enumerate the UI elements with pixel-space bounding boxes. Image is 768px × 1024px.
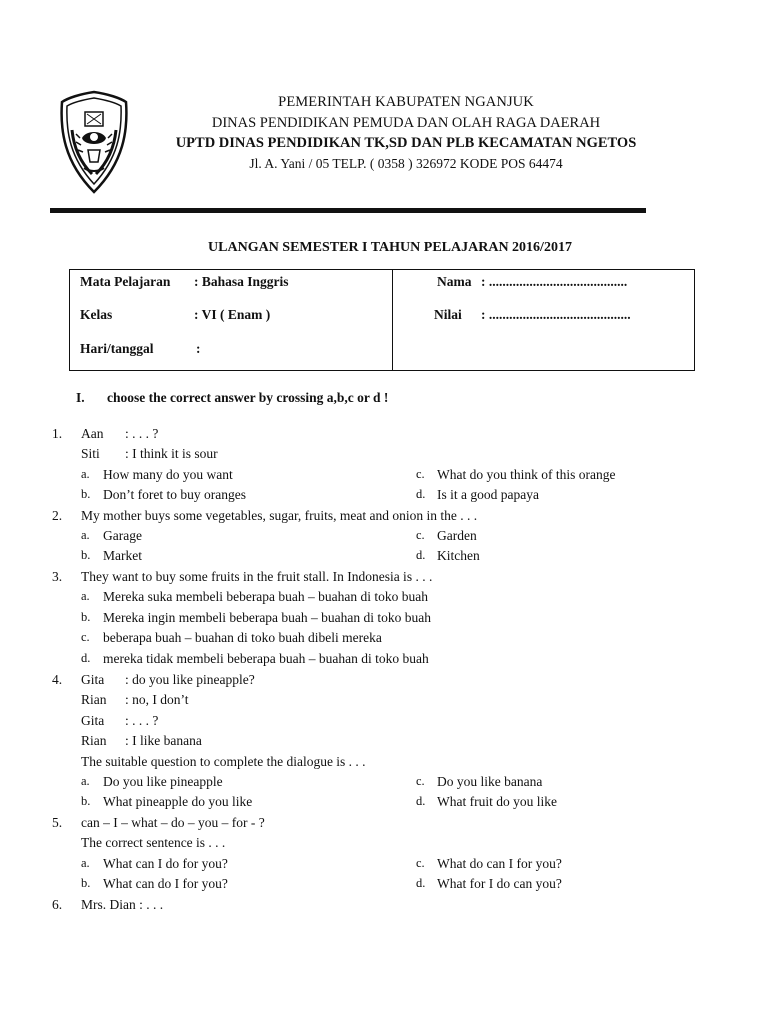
option-letter: b. <box>81 487 91 501</box>
option-letter: a. <box>81 467 90 481</box>
question-number: 1. <box>52 426 63 441</box>
letterhead-government: PEMERINTAH KABUPATEN NGANJUK <box>278 94 534 110</box>
option-letter: b. <box>81 548 91 562</box>
question-number: 3. <box>52 569 63 584</box>
option-letter: c. <box>416 467 425 481</box>
option-letter: a. <box>81 856 90 870</box>
section-number: I. <box>76 390 85 405</box>
question-prompt: The suitable question to complete the dialogue is . . . <box>81 754 366 769</box>
dialogue-speaker: Rian <box>81 692 107 707</box>
option-letter: c. <box>416 528 425 542</box>
option-b[interactable]: Market <box>103 548 142 563</box>
option-a[interactable]: Garage <box>103 528 142 543</box>
option-letter: a. <box>81 528 90 542</box>
option-letter: a. <box>81 774 90 788</box>
option-a[interactable]: Mereka suka membeli beberapa buah – buahan di toko buah <box>103 589 429 604</box>
dialogue-line: : . . . ? <box>125 713 159 728</box>
option-b[interactable]: Don’t foret to buy oranges <box>103 487 246 502</box>
option-d[interactable]: What fruit do you like <box>437 794 557 809</box>
option-letter: a. <box>81 589 90 603</box>
section-instruction-text: choose the correct answer by crossing a,b,c or d ! <box>107 390 389 405</box>
option-d[interactable]: What for I do can you? <box>437 876 562 891</box>
option-d[interactable]: Is it a good papaya <box>437 487 539 502</box>
score-label: Nilai <box>434 307 462 322</box>
option-letter: d. <box>416 876 426 890</box>
question-number: 5. <box>52 815 63 830</box>
question-text: can – I – what – do – you – for - ? <box>81 815 265 830</box>
option-letter: d. <box>81 651 91 665</box>
option-letter: d. <box>416 794 426 808</box>
option-a[interactable]: How many do you want <box>103 467 233 482</box>
dialogue-speaker: Gita <box>81 672 105 687</box>
class-value: : VI ( Enam ) <box>194 307 271 322</box>
question-text: My mother buys some vegetables, sugar, fruits, meat and onion in the . . . <box>81 508 478 523</box>
question-number: 4. <box>52 672 63 687</box>
option-d[interactable]: Kitchen <box>437 548 480 563</box>
question-text: They want to buy some fruits in the fruit stall. In Indonesia is . . . <box>81 569 433 584</box>
option-b[interactable]: Mereka ingin membeli beberapa buah – buahan di toko buah <box>103 610 432 625</box>
option-letter: c. <box>416 774 425 788</box>
dialogue-speaker: Gita <box>81 713 105 728</box>
letterhead-unit: UPTD DINAS PENDIDIKAN TK,SD DAN PLB KECAMATAN NGETOS <box>175 135 637 151</box>
section-instruction <box>76 390 388 406</box>
option-d[interactable]: mereka tidak membeli beberapa buah – buahan di toko buah <box>103 651 429 666</box>
option-c[interactable]: What do can I for you? <box>437 856 562 871</box>
option-a[interactable]: What can I do for you? <box>103 856 228 871</box>
option-c[interactable]: beberapa buah – buahan di toko buah dibeli mereka <box>103 630 382 645</box>
option-b[interactable]: What can do I for you? <box>103 876 228 891</box>
question-number: 2. <box>52 508 63 523</box>
option-letter: d. <box>416 548 426 562</box>
date-value: : <box>196 341 201 356</box>
option-c[interactable]: Do you like banana <box>437 774 543 789</box>
subject-label: Mata Pelajaran <box>80 274 171 289</box>
subject-value: : Bahasa Inggris <box>194 274 289 289</box>
question-text: Mrs. Dian : . . . <box>81 897 164 912</box>
dialogue-line: : I think it is sour <box>125 446 218 461</box>
option-letter: b. <box>81 876 91 890</box>
option-letter: b. <box>81 794 91 808</box>
question-number: 6. <box>52 897 63 912</box>
option-c[interactable]: Garden <box>437 528 477 543</box>
letterhead-department: DINAS PENDIDIKAN PEMUDA DAN OLAH RAGA DAERAH <box>211 115 601 131</box>
student-info-box <box>69 269 695 371</box>
letterhead-address: Jl. A. Yani / 05 TELP. ( 0358 ) 326972 KODE POS 64474 <box>249 156 563 171</box>
option-c[interactable]: What do you think of this orange <box>437 467 616 482</box>
dialogue-speaker: Aan <box>81 426 104 441</box>
option-a[interactable]: Do you like pineapple <box>103 774 223 789</box>
score-field[interactable]: : .......................................... <box>481 307 631 322</box>
class-label: Kelas <box>80 307 113 322</box>
name-field[interactable]: : ......................................... <box>481 274 628 289</box>
info-box-divider <box>392 270 393 370</box>
dialogue-line: : I like banana <box>125 733 202 748</box>
option-letter: d. <box>416 487 426 501</box>
dialogue-line: : do you like pineapple? <box>125 672 255 687</box>
dialogue-line: : no, I don’t <box>125 692 189 707</box>
dialogue-speaker: Rian <box>81 733 107 748</box>
dialogue-line: : . . . ? <box>125 426 159 441</box>
exam-title: ULANGAN SEMESTER I TAHUN PELAJARAN 2016/2017 <box>208 240 572 255</box>
option-letter: c. <box>416 856 425 870</box>
name-label: Nama <box>437 274 472 289</box>
option-b[interactable]: What pineapple do you like <box>103 794 253 809</box>
dialogue-speaker: Siti <box>81 446 100 461</box>
date-label: Hari/tanggal <box>80 341 154 356</box>
question-prompt: The correct sentence is . . . <box>81 835 226 850</box>
option-letter: b. <box>81 610 91 624</box>
letterhead-divider <box>50 208 646 213</box>
option-letter: c. <box>81 630 90 644</box>
